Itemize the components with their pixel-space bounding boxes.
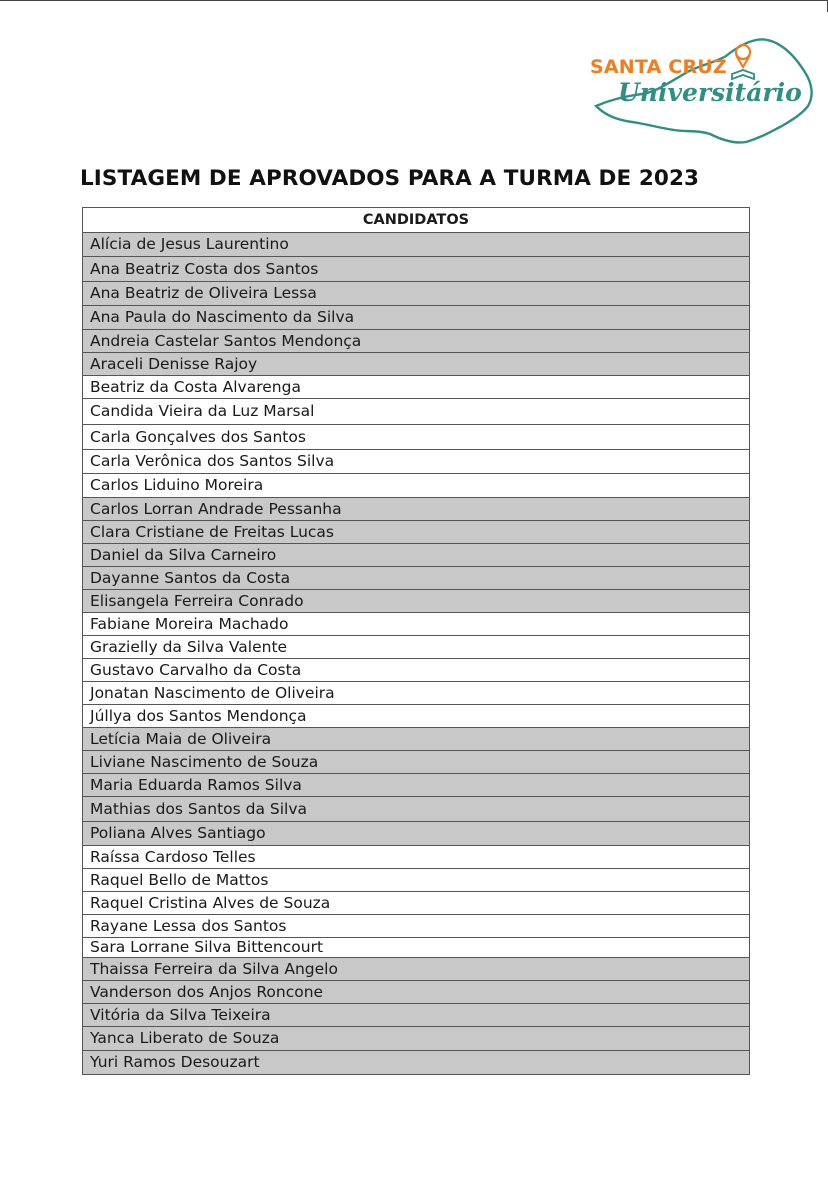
table-row: Raquel Cristina Alves de Souza [83, 892, 749, 915]
table-row: Ana Paula do Nascimento da Silva [83, 306, 749, 330]
table-row: Raquel Bello de Mattos [83, 869, 749, 892]
table-row: Daniel da Silva Carneiro [83, 544, 749, 567]
table-row: Carlos Liduino Moreira [83, 474, 749, 498]
table-row: Ana Beatriz Costa dos Santos [83, 257, 749, 282]
table-row: Yuri Ramos Desouzart [83, 1051, 749, 1074]
table-row: Carla Gonçalves dos Santos [83, 425, 749, 450]
table-row: Fabiane Moreira Machado [83, 613, 749, 636]
table-row: Vanderson dos Anjos Roncone [83, 981, 749, 1004]
table-row: Mathias dos Santos da Silva [83, 797, 749, 822]
page-top-border [0, 0, 828, 1]
candidates-table [82, 207, 750, 1075]
table-row: Candida Vieira da Luz Marsal [83, 399, 749, 425]
table-row: Beatriz da Costa Alvarenga [83, 376, 749, 399]
table-row: Vitória da Silva Teixeira [83, 1004, 749, 1027]
table-row: Raíssa Cardoso Telles [83, 846, 749, 869]
table-row: Carla Verônica dos Santos Silva [83, 450, 749, 474]
table-row: Yanca Liberato de Souza [83, 1027, 749, 1051]
table-row: Sara Lorrane Silva Bittencourt [83, 938, 749, 958]
table-row: Alícia de Jesus Laurentino [83, 233, 749, 257]
table-body [83, 233, 749, 1074]
table-row: Liviane Nascimento de Souza [83, 751, 749, 774]
table-row: Grazielly da Silva Valente [83, 636, 749, 659]
table-row: Araceli Denisse Rajoy [83, 353, 749, 376]
table-row: Carlos Lorran Andrade Pessanha [83, 498, 749, 521]
page-title: LISTAGEM DE APROVADOS PARA A TURMA DE 2023 [80, 166, 700, 191]
table-row: Poliana Alves Santiago [83, 822, 749, 846]
table-row: Rayane Lessa dos Santos [83, 915, 749, 938]
table-row: Ana Beatriz de Oliveira Lessa [83, 282, 749, 306]
table-header: CANDIDATOS [83, 208, 749, 233]
table-row: Dayanne Santos da Costa [83, 567, 749, 590]
table-row: Jonatan Nascimento de Oliveira [83, 682, 749, 705]
table-row: Letícia Maia de Oliveira [83, 728, 749, 751]
table-row: Júllya dos Santos Mendonça [83, 705, 749, 728]
logo-text-santa-cruz: SANTA CRUZ [590, 56, 727, 78]
table-row: Gustavo Carvalho da Costa [83, 659, 749, 682]
table-row: Clara Cristiane de Freitas Lucas [83, 521, 749, 544]
table-row: Andreia Castelar Santos Mendonça [83, 330, 749, 353]
table-row: Elisangela Ferreira Conrado [83, 590, 749, 613]
logo-text-universitario: Universitário [618, 78, 802, 107]
table-row: Thaissa Ferreira da Silva Angelo [83, 958, 749, 981]
table-row: Maria Eduarda Ramos Silva [83, 774, 749, 797]
